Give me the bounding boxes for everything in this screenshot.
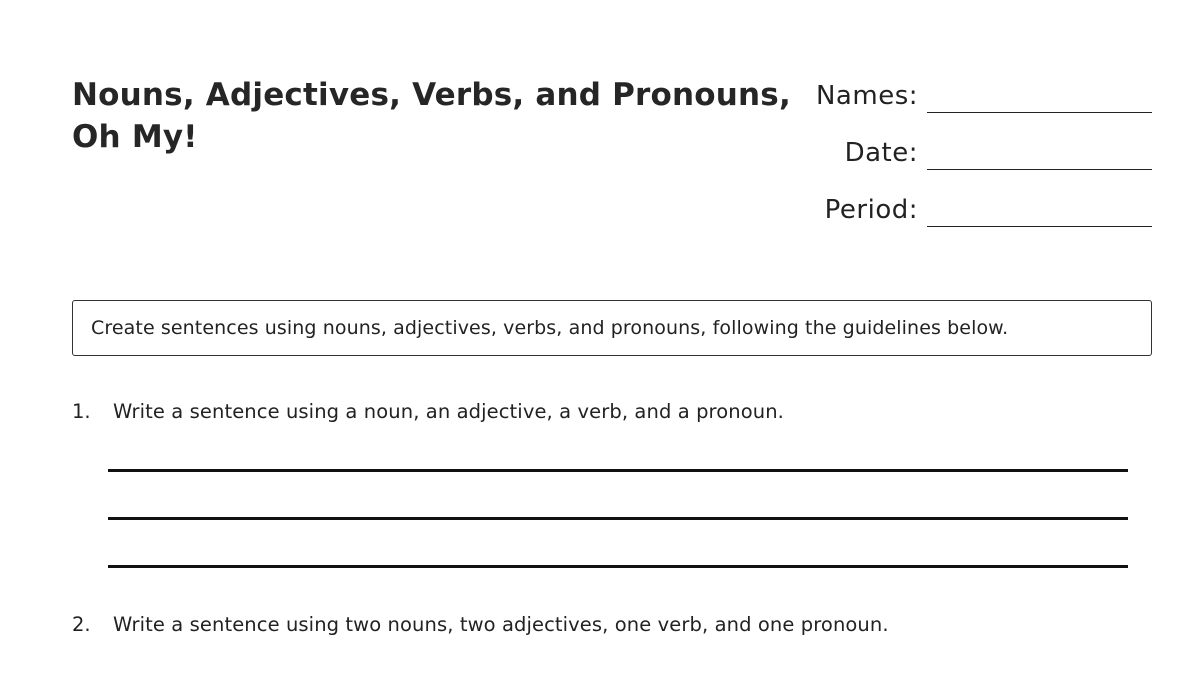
names-blank-line[interactable] [927, 112, 1152, 113]
question-text: Write a sentence using two nouns, two adjectives, one verb, and one pronoun. [113, 613, 889, 636]
date-label: Date: [844, 138, 918, 168]
period-field [780, 190, 1152, 230]
names-label: Names: [815, 81, 918, 111]
date-field [780, 133, 1152, 173]
answer-line-3[interactable] [108, 565, 1128, 568]
worksheet-title: Nouns, Adjectives, Verbs, and Pronouns, Oh My! [72, 77, 791, 155]
period-label: Period: [824, 195, 918, 225]
question-number: 2. [72, 613, 91, 636]
instructions-text: Create sentences using nouns, adjectives, verbs, and pronouns, following the guidelines below. [91, 317, 1009, 339]
instructions-box [72, 300, 1152, 356]
date-blank-line[interactable] [927, 169, 1152, 170]
names-field [780, 76, 1152, 116]
question-text: Write a sentence using a noun, an adjective, a verb, and a pronoun. [113, 400, 784, 423]
question-number: 1. [72, 400, 91, 423]
answer-line-1[interactable] [108, 469, 1128, 472]
period-blank-line[interactable] [927, 226, 1152, 227]
answer-line-2[interactable] [108, 517, 1128, 520]
